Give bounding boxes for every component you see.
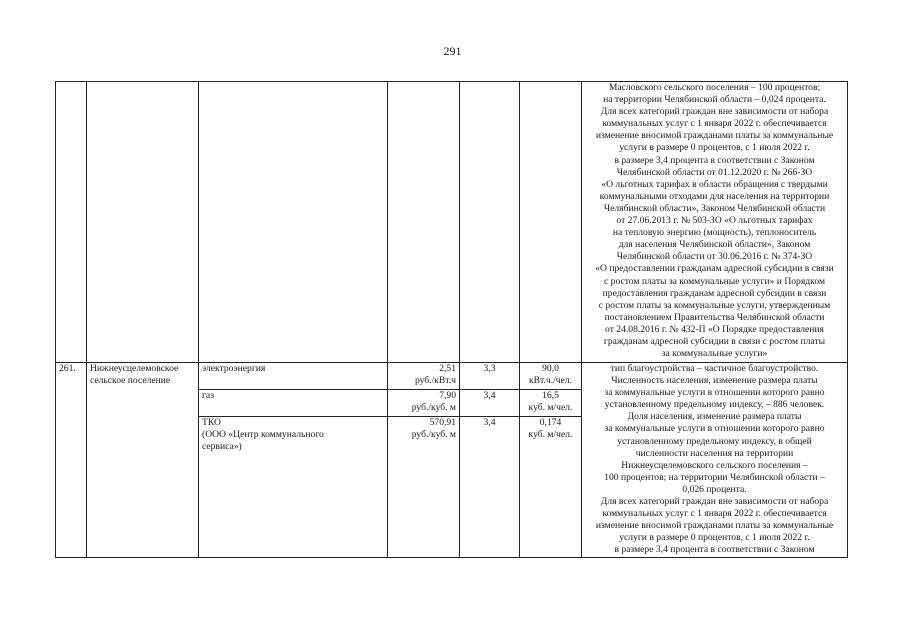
description-line: на тепловую энергию (мощность), теплоноситель: [612, 227, 817, 239]
service-norm: 0,174 куб. м/чел.: [520, 416, 582, 557]
description-line: коммунальных услуг с 1 января 2022 г. обеспечивается: [602, 118, 827, 130]
settlement-name: Нижнеусцелемовское сельское поселение: [87, 363, 199, 558]
description-line: Нижнеусцелемовского сельского поселения –: [621, 459, 808, 471]
description-line: предоставления гражданам адресной субсидии в связи: [602, 287, 827, 299]
description-line: изменение вносимой гражданами платы за коммунальные: [595, 520, 834, 532]
description-line: численности населения на территории: [635, 447, 794, 459]
row-261-description: [582, 363, 848, 558]
description-line: услуги в размере 0 процентов, с 1 июля 2022 г.: [619, 532, 810, 544]
service-tariff: 570,91 руб./куб. м: [388, 416, 460, 557]
description-line: 100 процентов; на территории Челябинской области –: [604, 471, 825, 483]
description-line: для населения Челябинской области», Законом: [618, 239, 811, 251]
description-line: Масловского сельского поселения – 100 процентов;: [608, 82, 821, 93]
cell-settlement-empty: [87, 82, 199, 363]
description-line: установленному предельному индексу, в общей: [617, 435, 812, 447]
cell-number-empty: [56, 82, 87, 363]
continuation-description: [582, 82, 848, 363]
description-line: Для всех категорий граждан вне зависимости от набора: [600, 106, 829, 118]
service-index: 3,4: [460, 389, 520, 416]
description-line: коммунальных услуг с 1 января 2022 г. обеспечивается: [602, 508, 827, 520]
service-name: газ: [199, 389, 388, 416]
row-number: 261.: [56, 363, 87, 558]
description-line: установленному предельному индексу, – 886 человек.: [604, 399, 825, 411]
service-index: 3,3: [460, 363, 520, 390]
description-line: коммунальными отходами для населения на территории: [599, 190, 830, 202]
description-line: Челябинской области», Законом Челябинской области: [603, 202, 826, 214]
description-line: за коммунальные услуги в отношении которого равно: [604, 387, 825, 399]
service-norm: 90,0 кВт.ч./чел.: [520, 363, 582, 390]
description-line: с ростом платы за коммунальные услуги, утвержденным: [598, 299, 831, 311]
description-line: Доля населения, изменение размера платы: [627, 411, 802, 423]
description-line: «О льготных тарифах в области обращения с твердыми: [601, 178, 828, 190]
continuation-row: [56, 82, 848, 363]
description-line: за коммунальные услуги»: [661, 348, 768, 360]
description-line: тип благоустройства – частичное благоустройство.: [610, 363, 819, 374]
description-line: 0,026 процента.: [682, 483, 747, 495]
description-line: Челябинской области от 30.06.2016 г. № 374-ЗО: [616, 251, 813, 263]
description-line: услуги в размере 0 процентов, с 1 июля 2022 г.: [619, 142, 810, 154]
cell-norm-empty: [520, 82, 582, 363]
service-tariff: 2,51 руб./кВт.ч: [388, 363, 460, 390]
cell-index-empty: [460, 82, 520, 363]
service-norm: 16,5 куб. м/чел.: [520, 389, 582, 416]
description-line: от 27.06.2013 г. № 503-ЗО «О льготных тарифах: [616, 215, 813, 227]
description-line: в размере 3,4 процента в соответствии с Законом: [614, 154, 815, 166]
cell-service-empty: [199, 82, 388, 363]
description-line: на территории Челябинской области – 0,024 процента.: [603, 94, 826, 106]
description-line: за коммунальные услуги в отношении которого равно: [604, 423, 825, 435]
description-line: Для всех категорий граждан вне зависимости от набора: [600, 496, 829, 508]
description-line: от 24.08.2016 г. № 432-П «О Порядке предоставления: [605, 323, 824, 335]
description-line: с ростом платы за коммунальные услуги» и Порядком: [603, 275, 826, 287]
service-name: электроэнергия: [199, 363, 388, 390]
description-line: «О предоставлении гражданам адресной субсидии в связи: [595, 263, 834, 275]
row-261-service-electricity: [56, 363, 848, 390]
service-index: 3,4: [460, 416, 520, 557]
page-number: 291: [443, 44, 462, 58]
description-line: Численность населения, изменение размера платы: [611, 375, 818, 387]
service-name: ТКО (ООО «Центр коммунального сервиса»): [199, 416, 388, 557]
description-line: гражданам адресной субсидии в связи с ростом платы: [603, 335, 826, 347]
description-line: Челябинской области от 01.12.2020 г. № 266-ЗО: [616, 166, 813, 178]
description-line: изменение вносимой гражданами платы за коммунальные: [595, 130, 834, 142]
service-tariff: 7,90 руб./куб. м: [388, 389, 460, 416]
description-line: в размере 3,4 процента в соответствии с Законом: [614, 544, 815, 556]
tariff-table: [55, 81, 848, 558]
description-line: постановлением Правительства Челябинской области: [604, 311, 825, 323]
cell-tariff-empty: [388, 82, 460, 363]
